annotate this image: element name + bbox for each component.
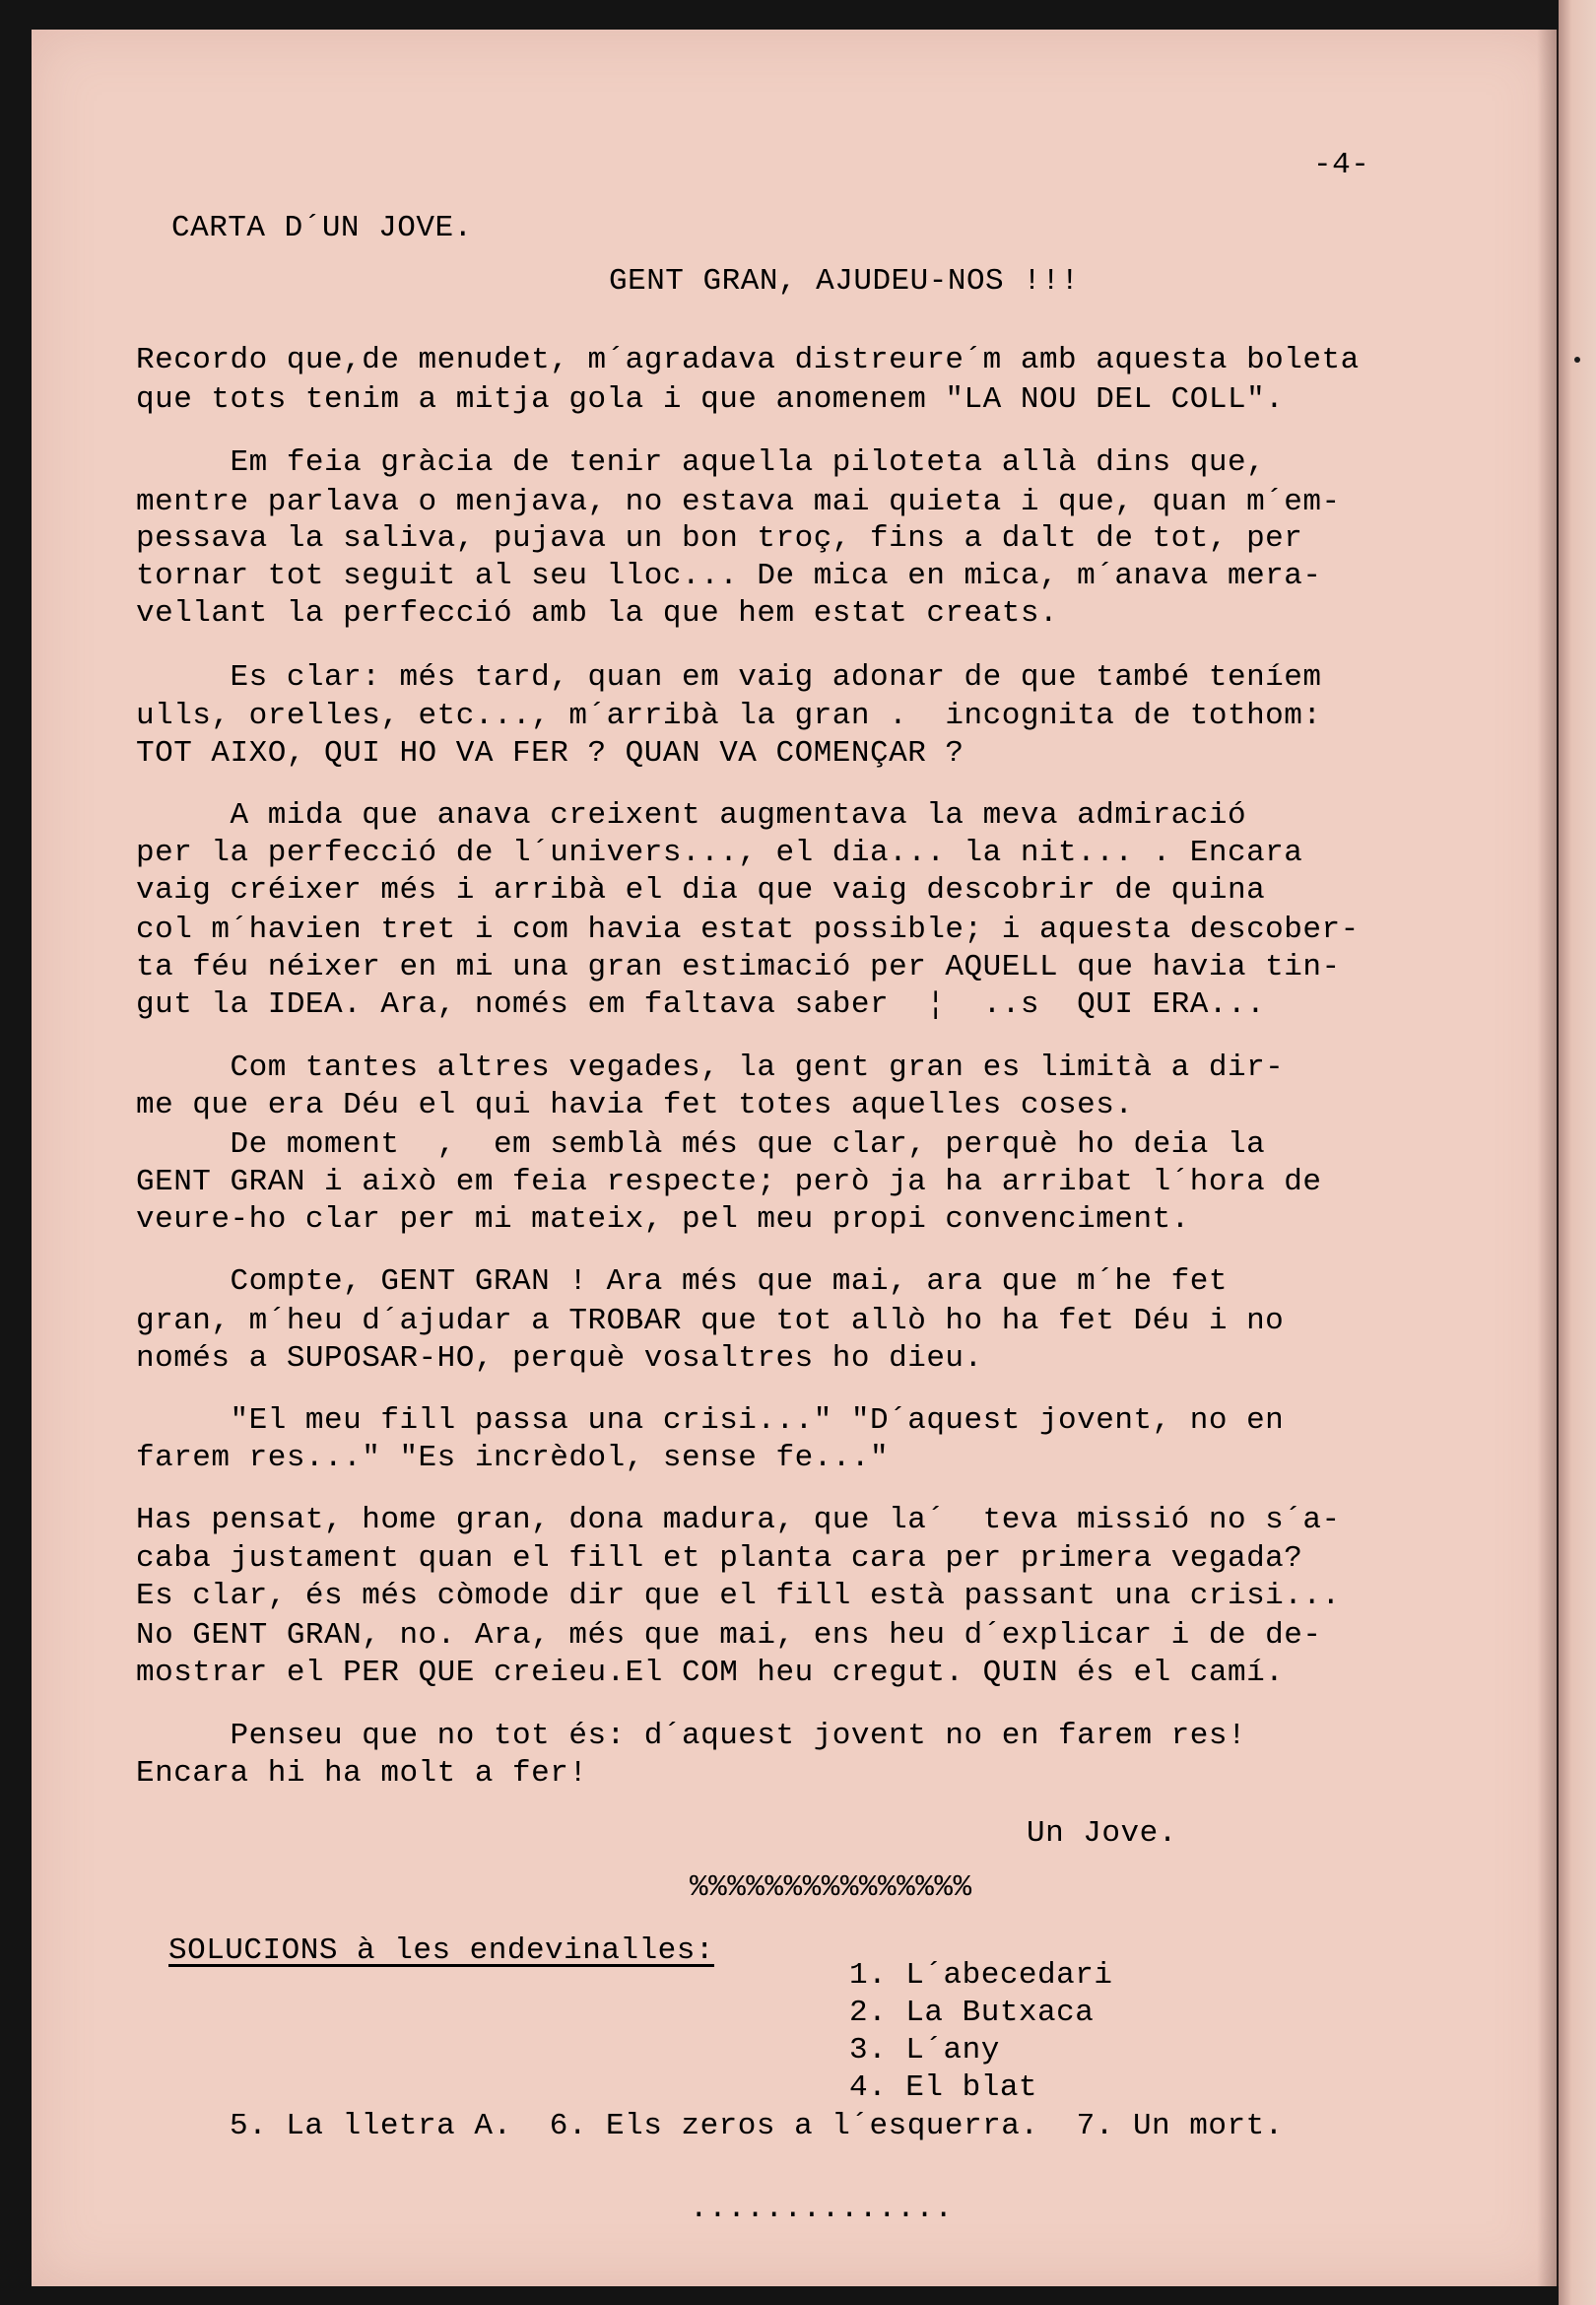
headline: GENT GRAN, AJUDEU-NOS !!! xyxy=(609,264,1080,299)
body-line: gut la IDEA. Ara, només em faltava saber ¦ ..s QUI ERA... xyxy=(136,987,1266,1022)
body-line: ulls, orelles, etc..., m´arribà la gran . incognita de tothom: xyxy=(136,699,1322,733)
body-line: Compte, GENT GRAN ! Ara més que mai, ara que m´he fet xyxy=(136,1264,1228,1299)
body-line: mostrar el PER QUE creieu.El COM heu cregut. QUIN és el camí. xyxy=(136,1656,1285,1690)
body-line: farem res..." "Es incrèdol, sense fe..." xyxy=(136,1441,890,1475)
body-line: De moment , em semblà més que clar, perquè ho deia la xyxy=(136,1127,1266,1162)
body-line: mentre parlava o menjava, no estava mai quieta i que, quan m´em- xyxy=(136,485,1341,519)
body-line: Em feia gràcia de tenir aquella piloteta allà dins que, xyxy=(136,445,1266,480)
body-line: vaig créixer més i arribà el dia que vaig descobrir de quina xyxy=(136,873,1266,908)
body-line: gran, m´heu d´ajudar a TROBAR que tot allò ho ha fet Déu i no xyxy=(136,1304,1285,1338)
solution-item: 1. L´abecedari xyxy=(849,1958,1113,1993)
body-line: que tots tenim a mitja gola i que anomenem "LA NOU DEL COLL". xyxy=(136,382,1285,417)
footer-dots: .............. xyxy=(690,2192,954,2226)
body-line: Encara hi ha molt a fer! xyxy=(136,1756,588,1791)
body-line: Recordo que,de menudet, m´agradava distreure´m amb aquesta boleta xyxy=(136,343,1360,377)
body-line: me que era Déu el qui havia fet totes aquelles coses. xyxy=(136,1088,1134,1122)
body-line: Es clar: més tard, quan em vaig adonar de que també teníem xyxy=(136,660,1322,695)
body-line: només a SUPOSAR-HO, perquè vosaltres ho dieu. xyxy=(136,1341,983,1376)
body-line: "El meu fill passa una crisi..." "D´aquest jovent, no en xyxy=(136,1403,1285,1438)
body-line: Com tantes altres vegades, la gent gran es limità a dir- xyxy=(136,1051,1285,1085)
adjacent-page-edge xyxy=(1559,0,1596,2305)
body-line: tornar tot seguit al seu lloc... De mica en mica, m´anava mera- xyxy=(136,559,1322,593)
body-line: Es clar, és més còmode dir que el fill està passant una crisi... xyxy=(136,1579,1341,1613)
body-line: vellant la perfecció amb la que hem estat creats. xyxy=(136,596,1059,631)
body-line: ta féu néixer en mi una gran estimació per AQUELL que havia tin- xyxy=(136,950,1341,984)
signature: Un Jove. xyxy=(1027,1816,1177,1851)
body-line: GENT GRAN i això em feia respecte; però ja ha arribat l´hora de xyxy=(136,1165,1322,1199)
body-line: No GENT GRAN, no. Ara, més que mai, ens heu d´explicar i de de- xyxy=(136,1618,1322,1653)
body-line: per la perfecció de l´univers..., el dia... la nit... . Encara xyxy=(136,836,1303,870)
body-line: A mida que anava creixent augmentava la meva admiració xyxy=(136,798,1247,833)
solution-item: 3. L´any xyxy=(849,2033,1000,2068)
solutions-title: SOLUCIONS à les endevinalles: xyxy=(168,1933,714,1968)
body-line: Penseu que no tot és: d´aquest jovent no en farem res! xyxy=(136,1719,1247,1753)
body-line: caba justament quan el fill et planta cara per primera vegada? xyxy=(136,1541,1303,1576)
separator: %%%%%%%%%%%%%%% xyxy=(690,1870,972,1905)
section-title: CARTA D´UN JOVE. xyxy=(171,211,473,245)
body-line: veure-ho clar per mi mateix, pel meu propi convenciment. xyxy=(136,1202,1190,1237)
binding-shadow xyxy=(1537,30,1559,2286)
body-line: col m´havien tret i com havia estat possible; i aquesta descober- xyxy=(136,913,1360,947)
binding-hole-mark xyxy=(1574,357,1580,363)
solution-item: 2. La Butxaca xyxy=(849,1996,1095,2030)
body-line: pessava la saliva, pujava un bon troç, fins a dalt de tot, per xyxy=(136,521,1303,556)
solution-item: 4. El blat xyxy=(849,2070,1038,2105)
body-line: TOT AIXO, QUI HO VA FER ? QUAN VA COMENÇAR ? xyxy=(136,736,964,771)
body-line: Has pensat, home gran, dona madura, que la´ teva missió no s´a- xyxy=(136,1503,1341,1537)
solutions-last-line: 5. La lletra A. 6. Els zeros a l´esquerra. 7. Un mort. xyxy=(230,2109,1284,2143)
page-number: -4- xyxy=(1313,148,1370,182)
